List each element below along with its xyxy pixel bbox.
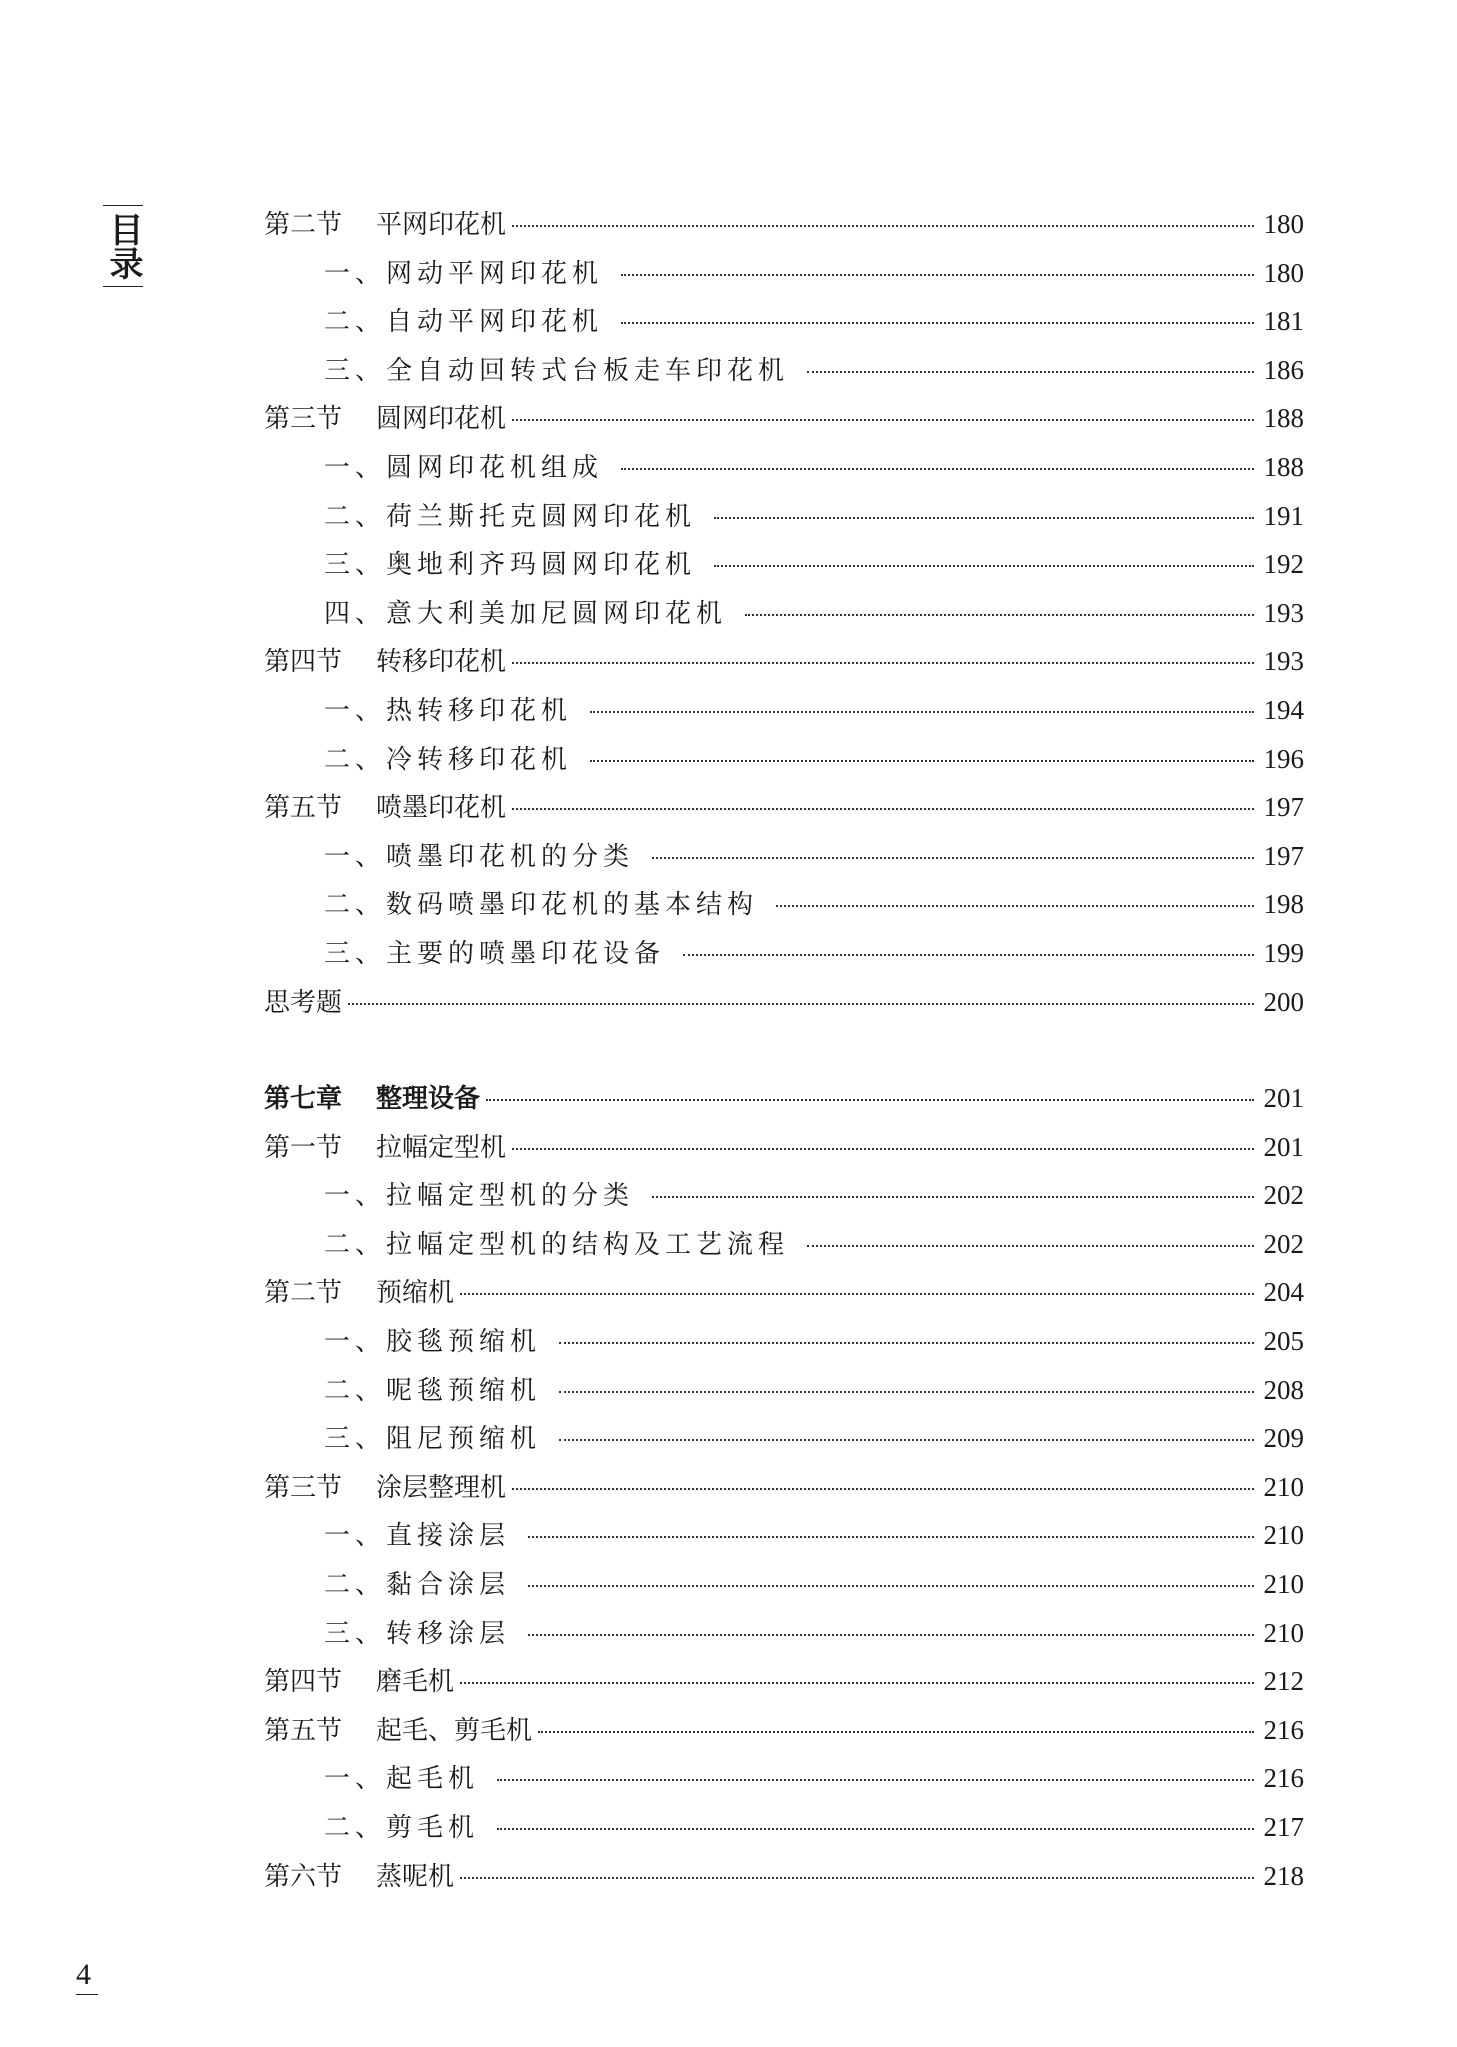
toc-entry-page: 180 [1263,257,1304,288]
toc-entry-page: 202 [1263,1228,1304,1259]
toc-entry-title [324,1318,541,1367]
toc-entry-page: 194 [1263,694,1304,725]
toc-entry-sub[interactable] [264,1171,1304,1220]
toc-entry-sub[interactable] [264,492,1304,541]
toc-entry-leader [512,1148,1253,1150]
toc-entry-text: 圆网印花机 [376,404,507,435]
toc-entry-prefix: 第五节 [264,1715,343,1746]
toc-entry-page: 197 [1263,840,1304,871]
toc-entry-text: 二、冷转移印花机 [324,744,573,775]
toc-entry-page: 212 [1263,1666,1304,1697]
toc-entry-section[interactable] [264,783,1304,832]
toc-entry-prefix: 第四节 [264,647,343,678]
toc-entry-leader [512,1488,1253,1490]
toc-entry-sub[interactable] [264,297,1304,346]
toc-entry-text: 二、荷兰斯托克圆网印花机 [324,501,697,532]
toc-entry-text: 一、网动平网印花机 [324,258,604,289]
toc-entry-text: 二、呢毯预缩机 [324,1375,542,1406]
toc-entry-leader [512,662,1253,664]
toc-entry-prefix: 第一节 [264,1132,343,1163]
side-label-bottom-rule [103,286,143,287]
toc-entry-sub[interactable] [264,346,1304,395]
toc-entry-section[interactable] [264,1123,1304,1172]
toc-entry-leader [559,1439,1253,1441]
side-label-text: 目录 [103,212,143,280]
toc-entry-page: 216 [1263,1714,1304,1745]
toc-entry-title [264,1464,506,1513]
toc-entry-title [324,833,634,882]
toc-entry-page: 191 [1263,500,1304,531]
toc-entry-leader [528,1634,1253,1636]
toc-entry-page: 198 [1263,889,1304,920]
toc-entry-text: 起毛、剪毛机 [376,1715,533,1746]
toc-entry-page: 216 [1263,1763,1304,1794]
toc-entry-prefix: 第四节 [264,1667,343,1698]
toc-entry-text: 预缩机 [376,1278,455,1309]
toc-entry-sub[interactable] [264,880,1304,929]
toc-entry-sub[interactable] [264,1560,1304,1609]
toc-entry-leader [652,1196,1253,1198]
toc-entry-title [324,881,758,930]
toc-entry-sub[interactable] [264,443,1304,492]
toc-entry-page: 210 [1263,1617,1304,1648]
toc-entry-title [324,1561,510,1610]
toc-entry-prefix: 第二节 [264,210,343,240]
toc-entry-text: 一、圆网印花机组成 [324,452,604,483]
toc-entry-section[interactable] [264,1852,1304,1901]
toc-entry-sub[interactable] [264,1317,1304,1366]
toc-entry-title [264,979,342,1028]
toc-entry-title [324,541,696,590]
toc-entry-leader [621,468,1253,470]
toc-entry-title [324,444,603,493]
toc-entry-page: 180 [1263,209,1304,239]
toc-entry-text: 转移印花机 [376,647,507,678]
toc-entry-page: 202 [1263,1180,1304,1211]
toc-entry-page: 197 [1263,792,1304,823]
toc-entry-text: 蒸呢机 [376,1861,455,1892]
toc-entry-title [324,250,603,299]
toc-entry-leader [512,225,1253,227]
toc-entry-text: 一、热转移印花机 [324,695,573,726]
toc-entry-sub[interactable] [264,1366,1304,1415]
toc-entry-page: 204 [1263,1277,1304,1308]
toc-entry-title [264,638,506,687]
toc-entry-leader [559,1391,1253,1393]
toc-entry-page: 208 [1263,1374,1304,1405]
toc-entry-section[interactable] [264,200,1304,249]
toc-entry-leader [528,1536,1253,1538]
toc-entry-sub[interactable] [264,1609,1304,1658]
toc-entry-page: 205 [1263,1326,1304,1357]
toc-entry-chapter[interactable] [264,1074,1304,1123]
toc-entry-leader [460,1877,1253,1879]
toc-entry-title [324,1512,510,1561]
toc-entry-title [324,930,665,979]
table-of-contents [264,200,1304,1900]
toc-entry-page: 210 [1263,1569,1304,1600]
toc-entry-text: 一、直接涂层 [324,1521,511,1552]
toc-entry-text: 涂层整理机 [376,1472,507,1503]
toc-entry-text: 整理设备 [376,1084,481,1115]
toc-entry-title [264,1707,532,1756]
toc-entry-prefix: 第二节 [264,1278,343,1309]
toc-entry-leader [807,1245,1253,1247]
toc-entry-text: 一、喷墨印花机的分类 [324,841,635,872]
toc-entry-leader [621,322,1253,324]
toc-entry-text: 二、黏合涂层 [324,1570,511,1601]
toc-entry-sub[interactable] [264,929,1304,978]
toc-entry-leader [714,517,1253,519]
group-spacer [264,1026,1304,1074]
toc-entry-section[interactable] [264,1706,1304,1755]
toc-entry-prefix: 第七章 [264,1084,343,1115]
toc-entry-text: 一、拉幅定型机的分类 [324,1181,635,1212]
toc-entry-leader [497,1779,1253,1781]
toc-entry-title [324,736,572,785]
toc-entry-leader [621,274,1253,276]
toc-entry-page: 210 [1263,1520,1304,1551]
toc-entry-sub[interactable] [264,686,1304,735]
toc-entry-text: 喷墨印花机 [376,793,507,824]
toc-entry-leader [714,565,1253,567]
toc-entry-title [264,1075,480,1124]
toc-entry-leader [497,1828,1253,1830]
toc-entry-text: 二、数码喷墨印花机的基本结构 [324,890,759,921]
toc-entry-page: 201 [1263,1083,1304,1114]
toc-entry-title [324,1367,541,1416]
toc-entry-text: 二、自动平网印花机 [324,307,604,338]
toc-entry-title [324,1415,541,1464]
toc-entry-leader [590,711,1253,713]
toc-entry-leader [528,1585,1253,1587]
toc-entry-title [324,493,696,542]
toc-entry-page: 186 [1263,354,1304,385]
toc-entry-leader [807,371,1253,373]
toc-entry-title [324,1804,479,1853]
toc-entry-text: 平网印花机 [376,210,507,240]
toc-entry-sub[interactable] [264,249,1304,298]
toc-entry-title [324,1172,634,1221]
toc-entry-title [324,347,789,396]
toc-entry-section[interactable] [264,637,1304,686]
toc-entry-title [264,1853,454,1902]
toc-entry-text: 磨毛机 [376,1667,455,1698]
toc-entry-title [324,1755,479,1804]
toc-entry-page: 192 [1263,549,1304,580]
toc-entry-section[interactable] [264,394,1304,443]
toc-entry-text: 三、主要的喷墨印花设备 [324,938,666,969]
toc-entry-text: 二、剪毛机 [324,1813,480,1843]
toc-entry-page: 209 [1263,1423,1304,1454]
toc-entry-sub[interactable] [264,1803,1304,1852]
toc-entry-title [324,590,727,639]
toc-entry-section[interactable] [264,1463,1304,1512]
page-number-rule [76,1994,98,1995]
toc-entry-prefix: 第六节 [264,1861,343,1892]
toc-entry-title [264,395,506,444]
toc-entry-leader [652,857,1253,859]
toc-entry-text: 三、奥地利齐玛圆网印花机 [324,550,697,581]
toc-entry-title [324,687,572,736]
toc-entry-leader [745,614,1253,616]
toc-entry-leader [512,808,1253,810]
toc-entry-text: 一、起毛机 [324,1764,480,1795]
toc-entry-text: 四、意大利美加尼圆网印花机 [324,598,728,629]
toc-entry-sub[interactable] [264,1220,1304,1269]
toc-entry-title [264,1124,506,1173]
toc-entry-page: 210 [1263,1471,1304,1502]
toc-entry-text: 三、转移涂层 [324,1618,511,1649]
page-number: 4 [76,1958,91,1991]
toc-entry-page: 199 [1263,937,1304,968]
toc-entry-sub[interactable] [264,1511,1304,1560]
toc-entry-text: 三、全自动回转式台板走车印花机 [324,355,790,386]
toc-entry-leader [538,1731,1253,1733]
toc-entry-page: 217 [1263,1812,1304,1842]
toc-entry-leader [460,1682,1253,1684]
toc-entry-title [324,1610,510,1659]
toc-entry-leader [683,954,1253,956]
toc-entry-text: 三、阻尼预缩机 [324,1424,542,1455]
toc-entry-title [324,1221,789,1270]
toc-entry-sub[interactable] [264,540,1304,589]
toc-entry-section[interactable] [264,1268,1304,1317]
toc-entry-text: 一、胶毯预缩机 [324,1327,542,1358]
toc-entry-page: 196 [1263,743,1304,774]
toc-entry-title [264,1269,454,1318]
toc-entry-sub[interactable] [264,735,1304,784]
toc-entry-leader [776,905,1253,907]
toc-entry-leader [348,1003,1253,1005]
toc-entry-page: 193 [1263,597,1304,628]
toc-entry-prefix: 第三节 [264,1472,343,1503]
toc-entry-leader [590,760,1253,762]
toc-entry-sub[interactable] [264,1754,1304,1803]
toc-entry-title [264,1658,454,1707]
toc-entry-page: 218 [1263,1860,1304,1891]
toc-entry-page: 193 [1263,646,1304,677]
toc-entry-title [264,784,506,833]
toc-entry-leader [559,1342,1253,1344]
toc-entry-page: 201 [1263,1131,1304,1162]
toc-entry-sub[interactable] [264,589,1304,638]
side-label [103,205,143,287]
toc-entry-section[interactable] [264,978,1304,1027]
toc-entry-prefix: 第五节 [264,793,343,824]
toc-entry-sub[interactable] [264,1414,1304,1463]
toc-entry-leader [486,1099,1253,1101]
toc-entry-page: 200 [1263,986,1304,1017]
toc-entry-title [264,201,506,250]
toc-entry-page: 188 [1263,403,1304,434]
toc-entry-text: 拉幅定型机 [376,1132,507,1163]
toc-entry-section[interactable] [264,1657,1304,1706]
toc-entry-page: 188 [1263,451,1304,482]
toc-entry-leader [460,1293,1253,1295]
toc-entry-sub[interactable] [264,832,1304,881]
toc-entry-prefix: 第三节 [264,404,343,435]
toc-entry-text: 思考题 [264,987,343,1018]
toc-entry-text: 二、拉幅定型机的结构及工艺流程 [324,1229,790,1260]
toc-entry-leader [512,419,1253,421]
toc-entry-page: 181 [1263,306,1304,337]
toc-entry-title [324,298,603,347]
